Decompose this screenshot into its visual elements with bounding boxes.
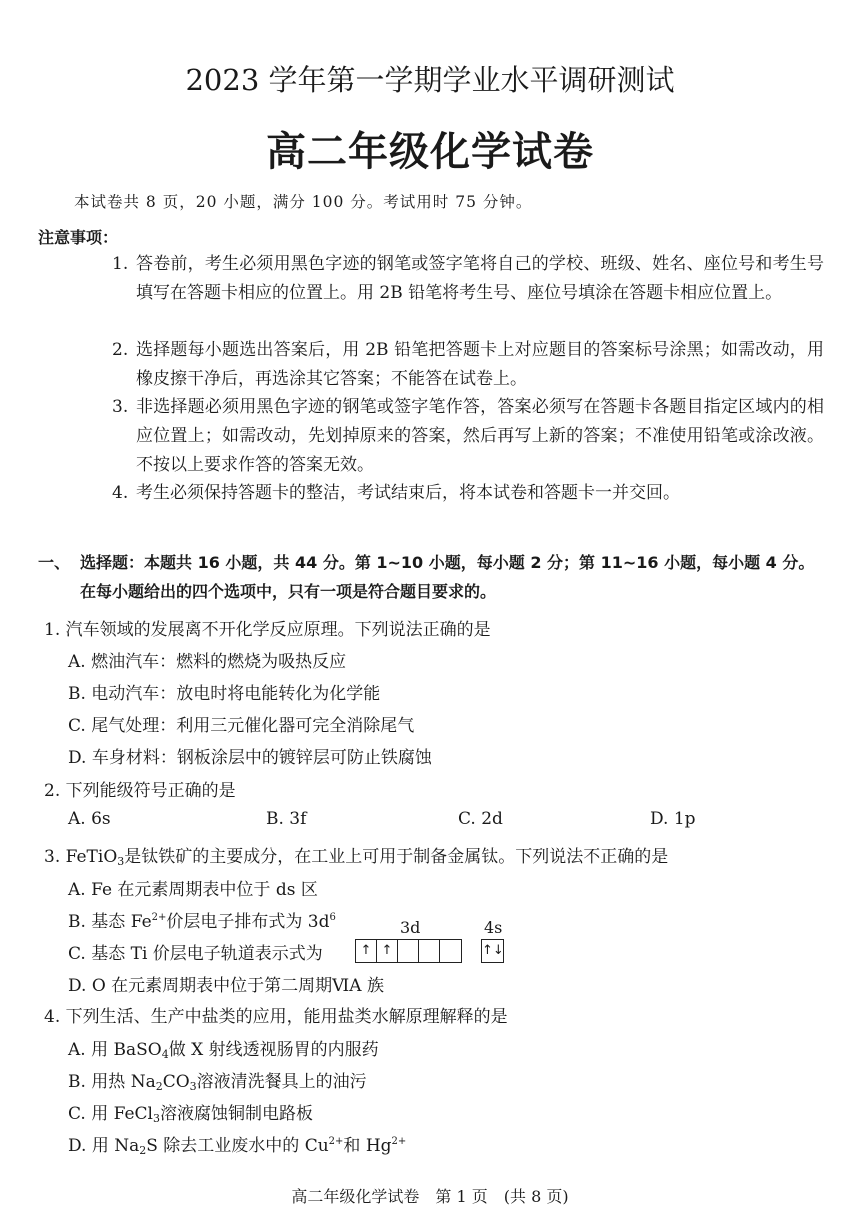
orbital-diagram-4s	[481, 939, 504, 963]
note-item	[112, 479, 824, 508]
q3-option-b	[68, 907, 336, 932]
note-item	[112, 336, 824, 394]
note-item	[112, 393, 824, 480]
q4-a-pre: A. 用 BaSO	[68, 1040, 162, 1060]
orbital-cell: ↑↓	[482, 943, 504, 958]
q4-d-and: 和 Hg	[343, 1136, 392, 1156]
q4-option-a	[68, 1035, 379, 1060]
section-text: 选择题：本题共 16 小题，共 44 分。第 1~10 小题，每小题 2 分；第 11~16 小题，每小题 4 分。在每小题给出的四个选项中，只有一项是符合题目要求的。	[80, 553, 815, 601]
section-one-heading	[38, 548, 826, 606]
orbital-cell	[398, 940, 419, 962]
q4-b-post: 溶液清洗餐具上的油污	[196, 1072, 367, 1092]
q1-option-a: A. 燃油汽车：燃料的燃烧为吸热反应	[68, 652, 347, 672]
q3-b-sup2: 6	[329, 912, 336, 923]
q4-b-sub1: 2	[155, 1080, 163, 1093]
q3-b-sup1: 2+	[151, 912, 167, 923]
paper-title: 高二年级化学试卷	[266, 129, 594, 175]
q4-c-pre: C. 用 FeCl	[68, 1104, 153, 1124]
orbital-cell	[419, 940, 440, 962]
orbital-cell: ↑	[377, 940, 398, 962]
section-number: 一、	[38, 553, 71, 572]
q4-b-sub2: 3	[189, 1080, 197, 1093]
q4-option-d	[68, 1131, 406, 1156]
orbital-cell	[440, 940, 461, 962]
exam-title: 2023 学年第一学期学业水平调研测试	[185, 63, 675, 97]
q4-c-post: 溶液腐蚀铜制电路板	[159, 1104, 313, 1124]
q2-option-d: D. 1p	[650, 809, 696, 829]
orbital-cell: ↑	[356, 940, 377, 962]
q1-option-d: D. 车身材料：钢板涂层中的镀锌层可防止铁腐蚀	[68, 748, 432, 768]
q3-option-d: D. O 在元素周期表中位于第二周期ⅥA 族	[68, 976, 384, 996]
note-number: 3.	[112, 397, 129, 417]
q2-option-c: C. 2d	[458, 809, 503, 829]
note-text: 非选择题必须用黑色字迹的钢笔或签字笔作答，答案必须写在答题卡各题目指定区域内的相应位置上；如需改动，先划掉原来的答案，然后再写上新的答案；不准使用铅笔或涂改液。不按以上要求作答的答案无效。	[136, 397, 824, 475]
note-number: 1.	[112, 254, 129, 274]
q3-stem-sub: 3	[117, 855, 125, 868]
q3-stem-post: 是钛铁矿的主要成分，在工业上可用于制备金属钛。下列说法不正确的是	[124, 847, 669, 867]
orbital-3d-label: 3d	[400, 918, 421, 937]
note-item	[112, 250, 824, 308]
question-3-stem	[44, 842, 668, 867]
q4-a-sub: 4	[161, 1048, 169, 1061]
note-number: 4.	[112, 483, 129, 503]
q4-b-pre: B. 用热 Na	[68, 1072, 156, 1092]
page-footer: 高二年级化学试卷 第 1 页 (共 8 页)	[291, 1187, 569, 1206]
q4-d-sup2: 2+	[391, 1136, 407, 1147]
intro-line: 本试卷共 8 页，20 小题，满分 100 分。考试用时 75 分钟。	[74, 193, 533, 211]
q3-stem-pre: 3. FeTiO	[44, 847, 118, 867]
q2-option-a: A. 6s	[68, 809, 111, 829]
q4-d-pre: D. 用 Na	[68, 1136, 140, 1156]
notes-heading: 注意事项：	[38, 228, 119, 247]
q3-b-mid: 价层电子排布式为 3d	[166, 912, 330, 932]
orbital-4s-label: 4s	[484, 918, 503, 937]
q2-option-b: B. 3f	[266, 809, 307, 829]
q4-d-sub: 2	[139, 1144, 147, 1157]
q3-b-pre: B. 基态 Fe	[68, 912, 152, 932]
note-text: 答卷前，考生必须用黑色字迹的钢笔或签字笔将自己的学校、班级、姓名、座位号和考生号填写在答题卡相应的位置上。用 2B 铅笔将考生号、座位号填涂在答题卡相应位置上。	[136, 254, 824, 303]
q4-option-c	[68, 1099, 313, 1124]
q1-option-c: C. 尾气处理：利用三元催化器可完全消除尾气	[68, 716, 415, 736]
q4-option-b	[68, 1067, 367, 1092]
q3-option-c: C. 基态 Ti 价层电子轨道表示式为	[68, 944, 323, 964]
q4-a-post: 做 X 射线透视肠胃的内服药	[168, 1040, 379, 1060]
note-text: 选择题每小题选出答案后，用 2B 铅笔把答题卡上对应题目的答案标号涂黑；如需改动，用橡皮擦干净后，再选涂其它答案；不能答在试卷上。	[136, 340, 824, 389]
q4-d-mid: S 除去工业废水中的 Cu	[146, 1136, 329, 1156]
q1-option-b: B. 电动汽车：放电时将电能转化为化学能	[68, 684, 381, 704]
orbital-diagram-3d	[355, 939, 462, 963]
question-4-stem: 4. 下列生活、生产中盐类的应用，能用盐类水解原理解释的是	[44, 1007, 508, 1027]
question-1-stem: 1. 汽车领域的发展离不开化学反应原理。下列说法正确的是	[44, 620, 491, 640]
q4-b-mid: CO	[162, 1072, 190, 1092]
q4-c-sub: 3	[152, 1112, 160, 1125]
q4-d-sup1: 2+	[328, 1136, 344, 1147]
q3-option-a: A. Fe 在元素周期表中位于 ds 区	[68, 880, 318, 900]
note-number: 2.	[112, 340, 129, 360]
question-2-stem: 2. 下列能级符号正确的是	[44, 781, 236, 801]
note-text: 考生必须保持答题卡的整洁，考试结束后，将本试卷和答题卡一并交回。	[136, 483, 680, 503]
